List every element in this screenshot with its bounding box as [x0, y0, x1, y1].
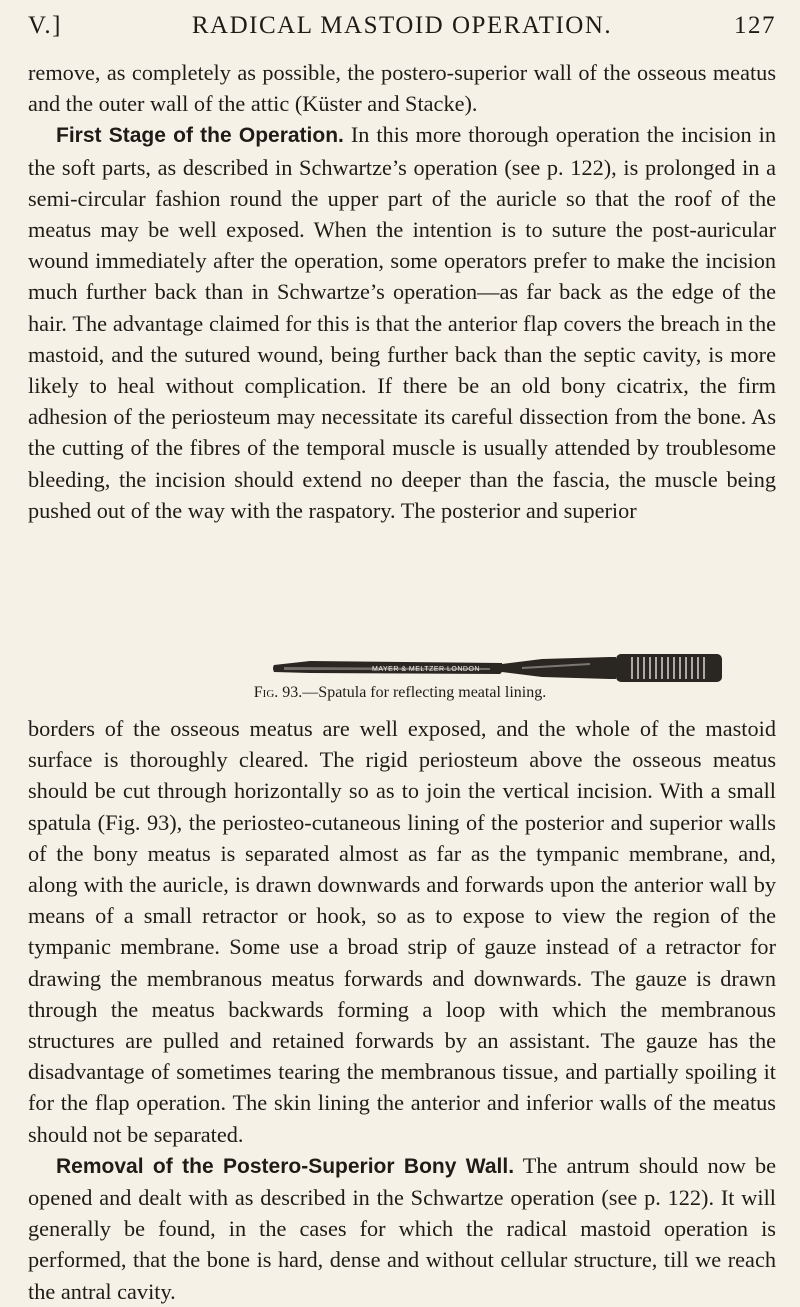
paragraph-first-stage-text: In this more thorough operation the incision in the soft parts, as described in Schwartze’s operation (see p. 122), is prolonged in a semi-circular fashion round the upper part of the auricle so that the roof of the meatus may be well exposed. When the intention is to suture the post-auricular wound immediately after the operation, some operators prefer to make the incision much further back than in Schwartze’s operation—as far back as the edge of the hair. The advantage claimed for this is that the anterior flap covers the breach in the mastoid, and the sutured wound, being further back than the septic cavity, is more likely to heal without complication. If there be an old bony cicatrix, the firm adhesion of the periosteum may necessitate its careful dissection from the bone. As the cutting of the fibres of the temporal muscle is usually attended by troublesome bleeding, the incision should extend no deeper than the fascia, the muscle being pushed out of the way with the raspatory. The posterior and superior: [28, 122, 776, 523]
figure-caption: [0, 684, 800, 702]
paragraph-intro: remove, as completely as possible, the postero-superior wall of the osseous meatus and the outer wall of the attic (Küster and Stacke).: [28, 60, 776, 117]
instrument-engraving: MAYER & MELTZER LONDON: [372, 666, 480, 673]
paragraph-removal-text: The antrum should now be opened and dealt with as described in the Schwartze operation (see p. 122). It will generally be found, in the cases for which the radical mastoid operation is performed, that the bone is hard, dense and without cellular structure, till we reach the antral cavity.: [28, 1152, 777, 1304]
spatula-neck: [502, 657, 616, 679]
running-header: [28, 12, 776, 52]
text-block-top: [28, 57, 776, 526]
paragraph-first-stage: [28, 119, 776, 526]
section-heading-first-stage: First Stage of the Operation.: [56, 124, 344, 148]
running-title: RADICAL MASTOID OPERATION.: [191, 12, 613, 39]
paragraph-removal: [28, 1150, 776, 1307]
chapter-number: V.]: [28, 12, 62, 39]
text-block-bottom: [28, 713, 776, 1307]
figure-caption-text: —Spatula for reflecting meatal lining.: [302, 684, 547, 701]
figure-label: Fig. 93.: [253, 684, 303, 701]
section-heading-removal: Removal of the Postero-Superior Bony Wall.: [56, 1154, 515, 1178]
page-number: 127: [734, 12, 776, 39]
paragraph-continuation: borders of the osseous meatus are well exposed, and the whole of the mastoid surface is thoroughly cleared. The rigid periosteum above the osseous meatus should be cut through horizontally so as to join the vertical incision. With a small spatula (Fig. 93), the periosteo-cutaneous lining of the posterior and superior walls of the bony meatus is separated almost as far as the tympanic membrane, and, along with the auricle, is drawn downwards and forwards upon the anterior wall by means of a small retractor or hook, so as to expose to view the region of the tympanic membrane. Some use a broad strip of gauze instead of a retractor for drawing the membranous meatus forwards and downwards. The gauze is drawn through the meatus backwards forming a loop with which the membranous structures are pulled and retained forwards by an assistant. The gauze has the disadvantage of sometimes tearing the membranous tissue, and partially spoiling it for the flap operation. The skin lining the anterior and inferior walls of the meatus should not be separated.: [28, 716, 776, 1147]
spatula-illustration: [270, 651, 730, 685]
